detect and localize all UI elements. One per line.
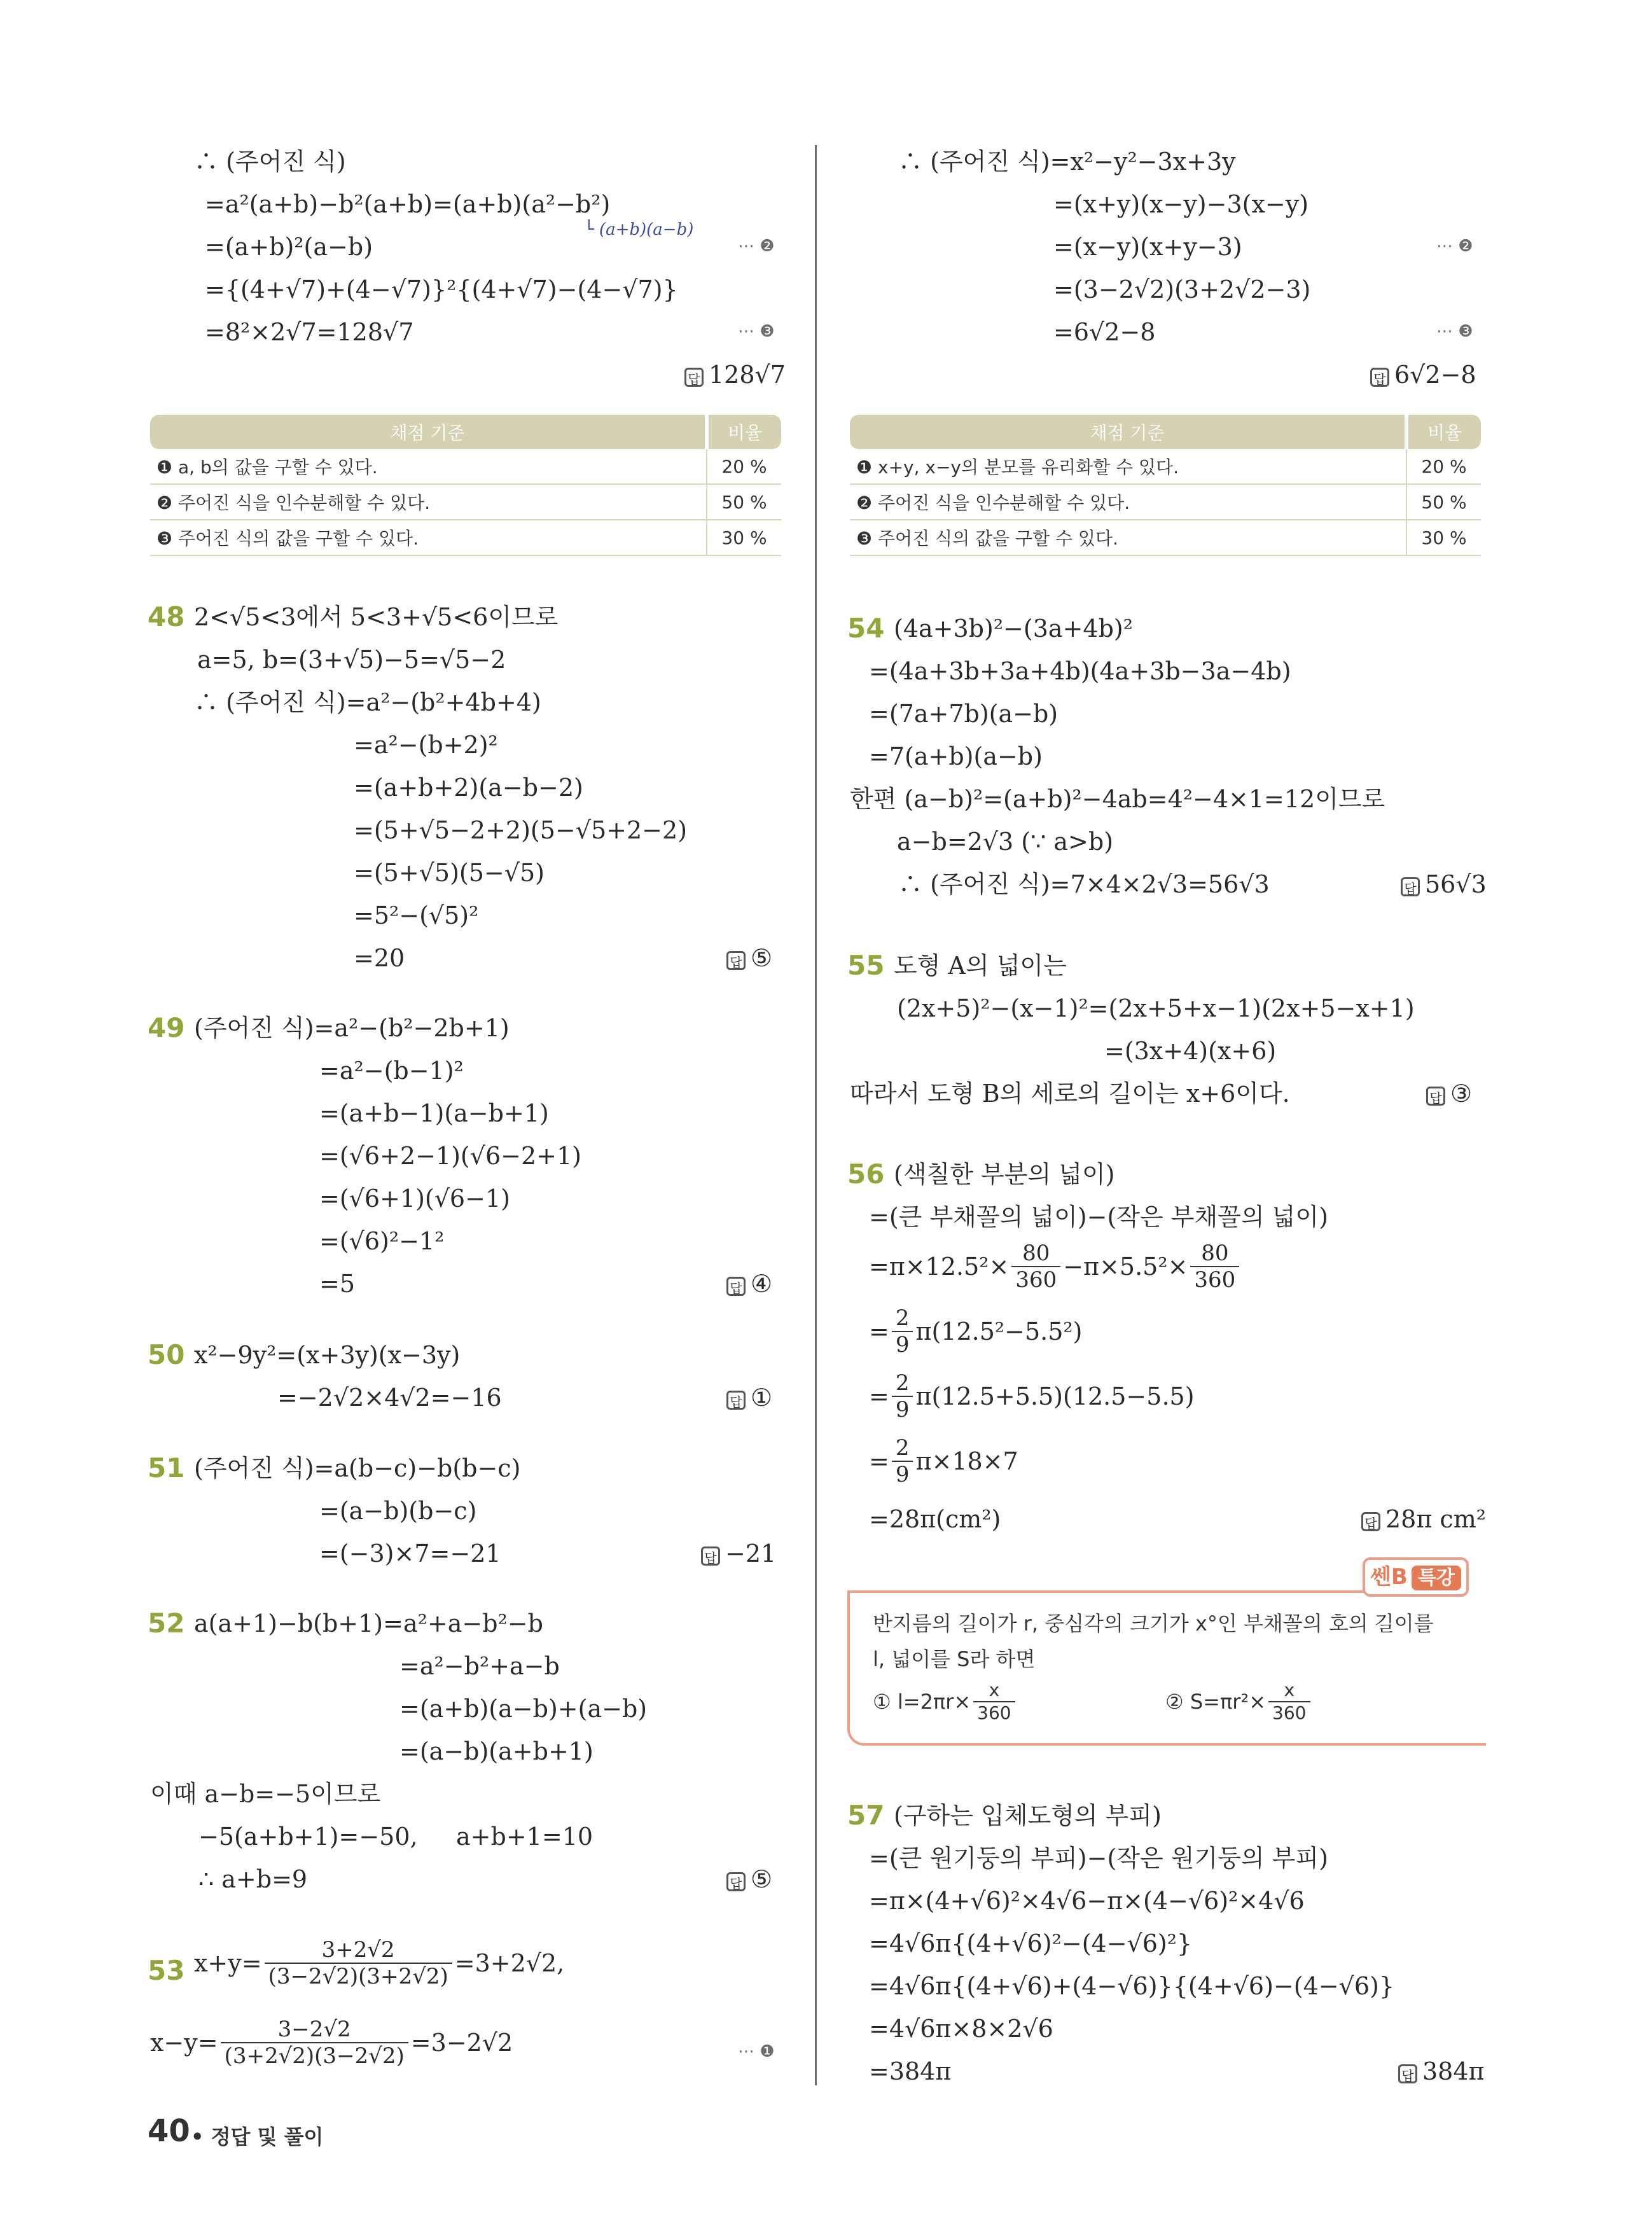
p54-line-1: (4a+3b)²−(3a+4b)² [894,615,1133,643]
table-cell: 50 % [1406,484,1481,520]
p47-step-3: ⋯ ❸ [738,322,775,341]
p48-line-8: =5²−(√5)² [354,901,479,929]
fraction-numerator: 3+2√2 [265,1937,452,1964]
answer-icon: 답 [684,368,704,387]
table-header-criteria: 채점 기준 [850,415,1406,449]
p53-xy-label: x+y= [194,1949,262,1977]
problem-number-54: 54 [847,613,885,644]
p56-fraction [1011,1241,1060,1293]
tip-badge [1363,1557,1469,1597]
answer-icon: 답 [1426,1087,1445,1106]
fraction-denominator: 9 [895,1462,910,1487]
table-row [850,520,1481,555]
p53-step-1: ⋯ ❶ [738,2042,775,2061]
p48-line-7: =(5+√5)(5−√5) [354,859,545,887]
p49-line-6: =(√6)²−1² [319,1227,445,1255]
p47-note: └ (a+b)(a−b) [584,220,694,239]
p49-line-5: =(√6+1)(√6−1) [319,1185,510,1213]
p53c-line-4: =(3−2√2)(3+2√2−3) [1053,275,1311,303]
p52-line-2: =a²−b²+a−b [399,1652,560,1680]
answer-icon: 답 [1370,368,1389,387]
answer-icon: 답 [1398,2064,1417,2083]
table-header-ratio: 비율 [707,415,781,449]
p49-line-4: =(√6+2−1)(√6−2+1) [319,1142,581,1170]
p57-line-4: =4√6π{(4+√6)²−(4−√6)²} [869,1929,1193,1957]
fraction-numerator: 2 [892,1435,913,1462]
p56-eq-1-part-a: =π×12.5²× [869,1253,1010,1281]
p51-answer: 답 −21 [701,1537,776,1570]
answer-icon: 답 [701,1546,720,1566]
fraction-numerator: 2 [892,1370,913,1397]
fraction-denominator: 360 [1194,1267,1236,1293]
p52-line-6: −5(a+b+1)=−50, a+b+1=10 [198,1823,593,1851]
p56-line-2: =(큰 부채꼴의 넓이)−(작은 부채꼴의 넓이) [869,1203,1328,1231]
tip-label: 특강 [1412,1566,1461,1590]
problem-number-48: 48 [148,601,185,632]
table-cell: 30 % [707,520,781,555]
p48-line-6: =(5+√5−2+2)(5−√5+2−2) [354,816,688,844]
p50-line-1: x²−9y²=(x+3y)(x−3y) [194,1341,461,1369]
p55-answer: 답 ③ [1426,1077,1472,1110]
tip-formula-2-text: ② S=πr²× [1165,1690,1267,1714]
fraction-denominator: 360 [977,1702,1011,1723]
table-row [150,449,781,484]
p53-xy [194,1937,564,1989]
answer-icon: 답 [726,1277,746,1296]
answer-icon: 답 [726,1872,746,1891]
p53-xy-fraction [265,1937,452,1989]
problem-number-55: 55 [847,950,885,981]
p51-line-1: (주어진 식)=a(b−c)−b(b−c) [194,1454,521,1482]
problem-number-52: 52 [148,1608,185,1639]
fraction-denominator: 9 [895,1397,910,1422]
p54-line-2: =(4a+3b+3a+4b)(4a+3b−3a−4b) [869,657,1291,685]
answer-icon: 답 [1361,1512,1380,1531]
tip-fraction [1268,1679,1310,1724]
p48-line-5: =(a+b+2)(a−b−2) [354,774,583,802]
fraction-numerator: x [973,1679,1015,1702]
fraction-numerator: x [1268,1679,1310,1702]
table-cell: ❷ 주어진 식을 인수분해할 수 있다. [150,484,707,520]
fraction-denominator: 360 [1015,1267,1057,1293]
p47-line-2: =a²(a+b)−b²(a+b)=(a+b)(a²−b²) [205,190,611,218]
table-row [150,484,781,520]
answer-icon: 답 [726,951,746,970]
p56-line-1: (색칠한 부분의 넓이) [894,1160,1115,1188]
p56-fraction [892,1370,913,1422]
p48-line-3: ∴ (주어진 식)=a²−(b²+4b+4) [194,688,541,716]
p50-line-2: =−2√2×4√2=−16 [277,1384,502,1412]
p52-line-4: =(a−b)(a+b+1) [399,1737,593,1765]
p56-fraction [892,1435,913,1487]
p56-eq-3-text: π(12.5+5.5)(12.5−5.5) [915,1382,1195,1410]
p48-line-4: =a²−(b+2)² [354,731,498,759]
p56-eq-1-part-b: −π×5.5²× [1063,1253,1188,1281]
p53c-step-2: ⋯ ❷ [1436,237,1473,256]
problem-number-57: 57 [847,1800,885,1831]
scoring-table-right [850,415,1481,556]
p49-line-2: =a²−(b−1)² [319,1057,464,1085]
p53-xmy [150,2017,513,2069]
p55-line-4: 따라서 도형 B의 세로의 길이는 x+6이다. [850,1080,1290,1108]
p56-eq-2-text: π(12.5²−5.5²) [915,1317,1083,1345]
p53c-step-3: ⋯ ❸ [1436,322,1473,341]
table-row [850,484,1481,520]
p56-answer: 답 28π cm² [1361,1503,1486,1536]
table-cell: ❷ 주어진 식을 인수분해할 수 있다. [850,484,1406,520]
p50-answer: 답 ① [726,1381,772,1414]
fraction-denominator: (3+2√2)(3−2√2) [224,2043,405,2069]
p51-line-3: =(−3)×7=−21 [319,1539,501,1567]
table-row [850,449,1481,484]
p54-line-3: =(7a+7b)(a−b) [869,700,1059,728]
problem-number-53: 53 [148,1955,185,1986]
p53-xmy-result: =3−2√2 [410,2029,513,2057]
p57-line-7: =384π [869,2057,952,2085]
p53c-line-3: =(x−y)(x+y−3) [1053,233,1242,261]
p56-fraction [1190,1241,1239,1293]
fraction-numerator: 80 [1011,1241,1060,1267]
p48-line-2: a=5, b=(3+√5)−5=√5−2 [197,646,506,674]
p54-answer: 답 56√3 [1401,868,1487,901]
tip-formula-2 [1165,1679,1310,1724]
table-cell: 30 % [1406,520,1481,555]
fraction-denominator: 360 [1272,1702,1307,1723]
p52-line-5: 이때 a−b=−5이므로 [150,1780,381,1808]
table-cell: 20 % [707,449,781,484]
table-cell: ❸ 주어진 식의 값을 구할 수 있다. [150,520,707,555]
table-cell: ❶ a, b의 값을 구할 수 있다. [150,449,707,484]
p49-line-7: =5 [319,1270,356,1298]
p49-line-3: =(a+b−1)(a−b+1) [319,1099,549,1127]
table-cell: 20 % [1406,449,1481,484]
p55-line-3: =(3x+4)(x+6) [1104,1037,1277,1065]
problem-number-50: 50 [148,1339,185,1370]
p57-answer: 답 384π [1398,2055,1485,2088]
p56-eq-2: = $\frac{2}{9}$ π(12.5²−5.5²) [869,1305,1083,1358]
p51-line-2: =(a−b)(b−c) [319,1497,477,1525]
p56-eq-5: =28π(cm²) [869,1505,1001,1533]
table-header-criteria: 채점 기준 [150,415,707,449]
answer-icon: 답 [1401,877,1420,896]
table-cell: 50 % [707,484,781,520]
page-footer-title: • 정답 및 풀이 [191,2125,324,2149]
p49-answer: 답 ④ [726,1267,772,1300]
p53c-answer: 답 6√2−8 [1370,358,1476,391]
p57-line-6: =4√6π×8×2√6 [869,2015,1053,2043]
p49-line-1: (주어진 식)=a²−(b²−2b+1) [194,1014,510,1042]
p54-line-4: =7(a+b)(a−b) [869,742,1043,770]
table-row [150,520,781,555]
p52-line-7: ∴ a+b=9 [198,1865,308,1893]
p52-answer: 답 ⑤ [726,1863,772,1896]
p56-eq-4: = $\frac{2}{9}$ π×18×7 [869,1435,1018,1487]
page-number: 40 [148,2113,190,2149]
fraction-numerator: 80 [1190,1241,1239,1267]
p53-xy-result: =3+2√2, [454,1949,565,1977]
tip-line-1: 반지름의 길이가 r, 중심각의 크기가 x°인 부채꼴의 호의 길이를 [873,1611,1434,1636]
table-cell: ❸ 주어진 식의 값을 구할 수 있다. [850,520,1406,555]
p47-line-5: =8²×2√7=128√7 [205,318,414,346]
problem-number-49: 49 [148,1012,185,1043]
p56-eq-1 [869,1241,1239,1293]
tip-formula-1 [873,1679,1015,1724]
p52-line-3: =(a+b)(a−b)+(a−b) [399,1695,648,1723]
p53c-line-5: =6√2−8 [1053,318,1156,346]
problem-number-51: 51 [148,1452,185,1484]
p52-line-1: a(a+1)−b(b+1)=a²+a−b²−b [194,1609,543,1637]
p55-line-1: 도형 A의 넓이는 [894,952,1067,980]
problem-number-56: 56 [847,1158,885,1190]
fraction-numerator: 2 [892,1305,913,1332]
tip-formula-1-text: ① l=2πr× [873,1690,971,1714]
table-header-ratio: 비율 [1406,415,1481,449]
table-cell: ❶ x+y, x−y의 분모를 유리화할 수 있다. [850,449,1406,484]
tip-fraction [973,1679,1015,1724]
p57-line-2: =(큰 원기둥의 부피)−(작은 원기둥의 부피) [869,1844,1328,1872]
p54-line-5: 한편 (a−b)²=(a+b)²−4ab=4²−4×1=12이므로 [850,785,1385,813]
scoring-table-left [150,415,781,556]
p53c-line-1: ∴ (주어진 식)=x²−y²−3x+3y [898,148,1236,176]
p48-line-9: =20 [354,944,405,972]
tip-brand: 쎈B [1370,1564,1408,1590]
p56-eq-4-text: π×18×7 [915,1447,1018,1475]
p48-answer: 답 ⑤ [726,942,772,975]
p47-line-4: ={(4+√7)+(4−√7)}²{(4+√7)−(4−√7)} [205,275,678,303]
p53-xmy-fraction [221,2017,408,2069]
fraction-denominator: 9 [895,1332,910,1358]
p57-line-3: =π×(4+√6)²×4√6−π×(4−√6)²×4√6 [869,1887,1305,1915]
p57-line-1: (구하는 입체도형의 부피) [894,1802,1162,1830]
column-divider [815,145,817,2085]
tip-line-2: l, 넓이를 S라 하면 [873,1647,1036,1671]
p56-fraction [892,1305,913,1358]
p54-line-7: ∴ (주어진 식)=7×4×2√3=56√3 [898,870,1270,898]
p47-line-3: =(a+b)²(a−b) [205,233,373,261]
fraction-denominator: (3−2√2)(3+2√2) [268,1964,448,1989]
p47-line-1: ∴ (주어진 식) [194,148,346,176]
p53c-line-2: =(x+y)(x−y)−3(x−y) [1053,190,1309,218]
p48-line-1: 2<√5<3에서 5<3+√5<6이므로 [194,603,559,631]
p47-answer: 답 128√7 [684,358,786,391]
p47-step-2: ⋯ ❷ [738,237,775,256]
answer-icon: 답 [726,1391,746,1410]
fraction-numerator: 3−2√2 [221,2017,408,2043]
p54-line-6: a−b=2√3 (∵ a>b) [897,828,1114,856]
p56-eq-3: = $\frac{2}{9}$ π(12.5+5.5)(12.5−5.5) [869,1370,1195,1422]
p53-xmy-label: x−y= [150,2029,218,2057]
p57-line-5: =4√6π{(4+√6)+(4−√6)}{(4+√6)−(4−√6)} [869,1972,1394,2000]
p55-line-2: (2x+5)²−(x−1)²=(2x+5+x−1)(2x+5−x+1) [897,994,1415,1022]
